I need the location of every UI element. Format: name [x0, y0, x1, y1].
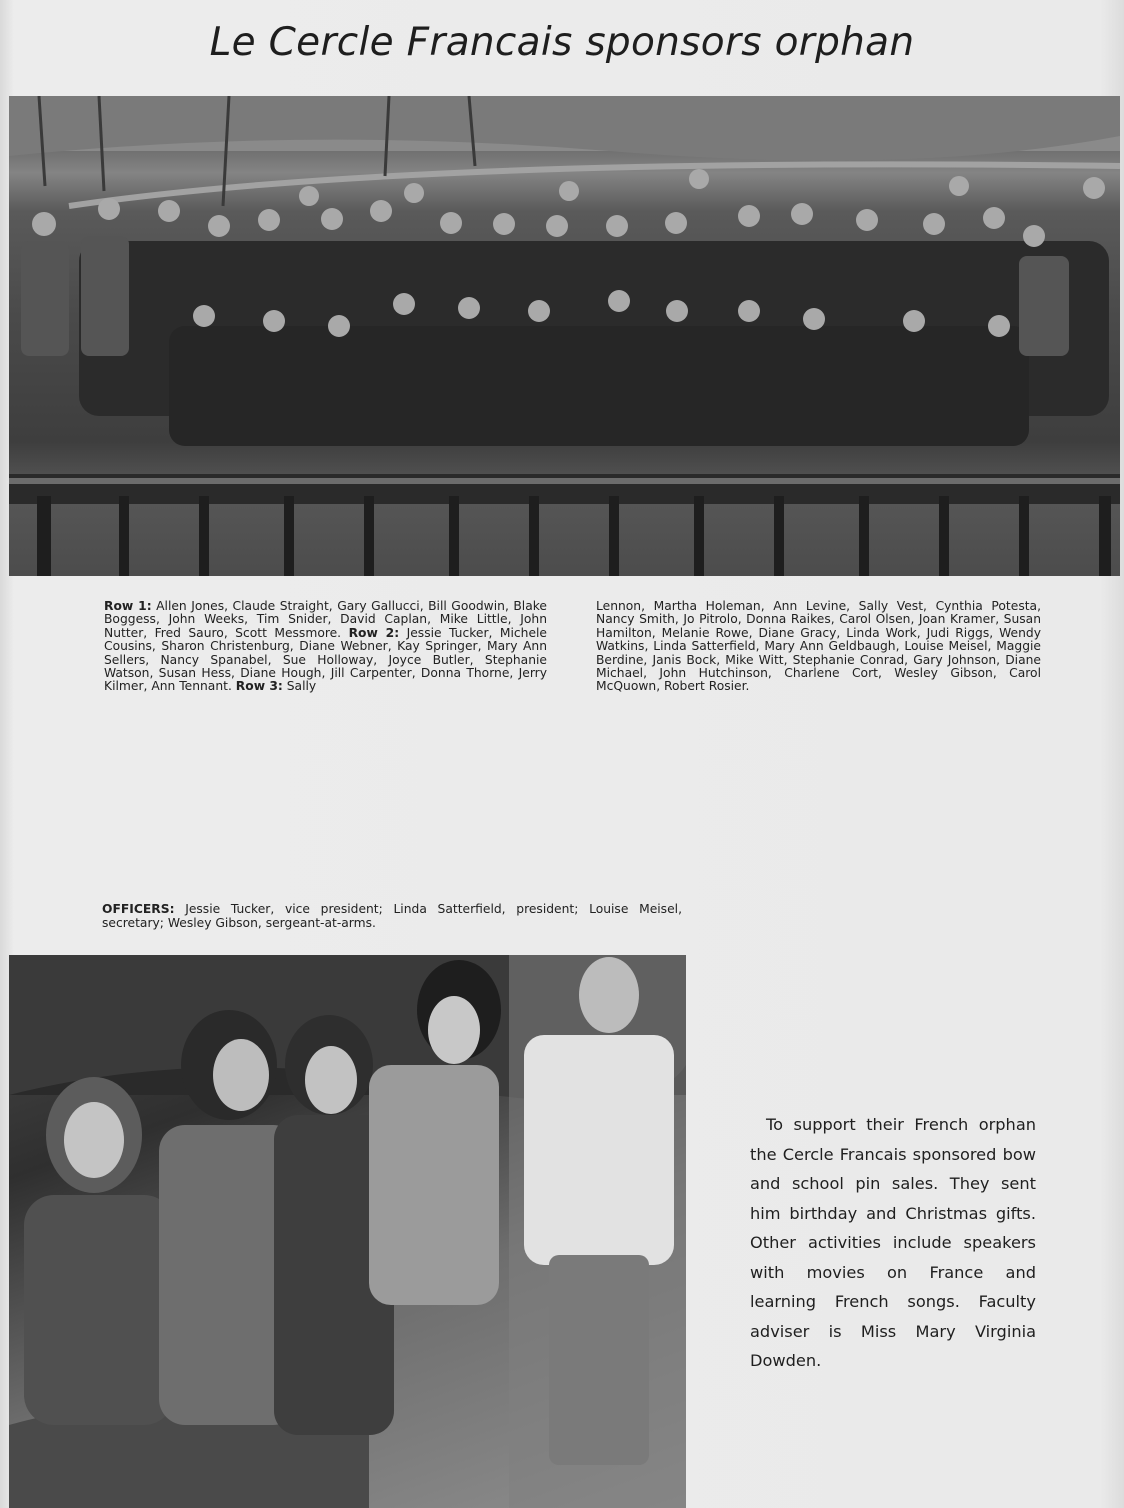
article-body-text: To support their French orphan the Cercle Francais sponsored bow and school pin sales. They sent him birthday and Christmas gifts. Other activities include speakers with movies on France and learning French songs. Faculty adviser is Miss Mary Virginia Dowden. [750, 1115, 1036, 1370]
group-caption-left [104, 600, 547, 694]
article-body [750, 1110, 1036, 1376]
row2-names: Jessie Tucker, Michele Cousins, Sharon Christenburg, Diane Webner, Kay Springer, Mary Ann Sellers, Nancy Spanabel, Sue Holloway, Joyce Butler, Stephanie Watson, Susan Hess, Diane Hough, Jill Carpenter, Donna Thorne, Jerry Kilmer, Ann Tennant. [104, 625, 547, 694]
officers-text: Jessie Tucker, vice president; Linda Satterfield, president; Louise Meisel, secretary; Wesley Gibson, sergeant-at-arms. [102, 902, 682, 930]
students-silhouettes [79, 241, 1109, 446]
railing-posts [37, 496, 1111, 576]
officers-caption [102, 902, 682, 930]
group-photo-illustration [9, 96, 1120, 576]
group-caption-right: Lennon, Martha Holeman, Ann Levine, Sally Vest, Cynthia Potesta, Nancy Smith, Jo Pitrolo, Donna Raikes, Carol Olsen, Joan Kramer, Susan Hamilton, Melanie Rowe, Diane Gracy, Linda Work, Judi Riggs, Wendy Watkins, Linda Satterfield, Mary Ann Geldbaugh, Louise Meisel, Maggie Berdine, Janis Bock, Mike Witt, Stephanie Conrad, Gary Johnson, Diane Michael, John Hutchinson, Charlene Cort, Wesley Gibson, Carol McQuown, Robert Rosier. [596, 599, 1041, 694]
row2-label: Row 2: [348, 625, 400, 640]
officers-photo [9, 955, 686, 1508]
row1-label: Row 1: [104, 599, 152, 613]
row1-names: Allen Jones, Claude Straight, Gary Gallucci, Bill Goodwin, Blake Boggess, John Weeks, Tim Snider, David Caplan, Mike Little, John Nutter, Fred Sauro, Scott Messmore. [104, 599, 547, 640]
row3-names-start: Sally [286, 679, 317, 694]
railing-highlight [9, 478, 1120, 484]
officers-photo-illustration [9, 955, 686, 1508]
page-title: Le Cercle Francais sponsors orphan [209, 20, 915, 65]
row3-label: Row 3: [235, 679, 283, 694]
group-photo [9, 96, 1120, 576]
officers-label: OFFICERS: [102, 902, 175, 916]
